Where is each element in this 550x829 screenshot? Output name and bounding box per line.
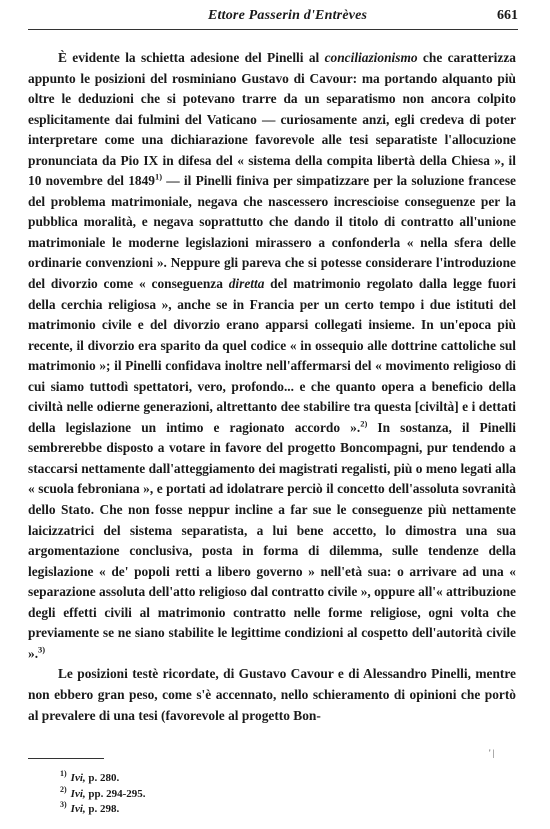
footnotes bbox=[60, 771, 146, 818]
footnote-reference: 1) bbox=[154, 171, 163, 182]
text-run: Le posizioni testè ricordate, di Gustavo Cavour e di Alessandro Pinelli, mentre non ebbero gran peso, come s'è accennato, nello schieramento di opinioni che portò al prevalere di una tesi (favorevole al progetto Bon- bbox=[28, 666, 516, 723]
footnote-reference: 3) bbox=[38, 644, 46, 655]
footnote bbox=[60, 802, 146, 818]
paragraph bbox=[28, 48, 516, 664]
italic-text: diretta bbox=[228, 276, 265, 292]
page-number: 661 bbox=[497, 8, 518, 23]
footnote bbox=[60, 771, 146, 787]
footnote-number: 3) bbox=[60, 800, 67, 810]
text-run: del matrimonio regolato dalla legge fuori della cerchia religiosa », anche se in Francia per un certo tempo i due istituti del matrimonio civile e del divorzio erano apparsi collegati insieme. In un'epoca più recente, il divorzio era sparito da quel codice « in ossequio alle dottrine cattoliche sul matrimonio »; il Pinelli confidava inoltre nell'affermarsi del « movimento religioso di cui siamo tuttodì spettatori, vero, profondo... e che quanto opera a beneficio della civiltà nelle odierne generazioni, altrettanto dee stabilire tra questa [civiltà] e i dettati della legislazione un intimo e ragionato accordo ». bbox=[28, 276, 516, 435]
footnote-pages: p. 280. bbox=[85, 772, 120, 784]
footnote-number: 1) bbox=[60, 769, 67, 779]
page-header bbox=[28, 4, 518, 28]
text-run: In sostanza, il Pinelli sembrerebbe disposto a votare in favore del progetto Boncompagni, pur tendendo a staccarsi nettamente dall'atteggiamento dei magistrati regalisti, più o meno legati alla « scuola febroniana », e portati ad idolatrare perciò il concetto dell'assoluta sovranità dello Stato. Che non fosse neppur incline a far sue le conseguenze più nettamente laicizzatrici del sistema separatista, a lui bene accetto, lo dimostra una sua argomentazione conclusiva, posta in forma di dilemma, sulle tendenze della legislazione « de' popoli retti a libero governo » nell'età sua: o arrivare ad una « separazione assoluta dell'atto religioso dal contratto civile », oppure all'« attribuzione degli effetti civili al matrimonio contratto nelle forme religiose, ogni volta che previamente se ne siano stabilite le legittime condizioni al cospetto dell'autorità civile ». bbox=[28, 419, 516, 661]
footnote-source: Ivi, bbox=[70, 787, 86, 800]
paragraph bbox=[28, 664, 516, 726]
footnote-source: Ivi, bbox=[70, 772, 86, 784]
text-run: È evidente la schietta adesione del Pinelli al bbox=[58, 50, 325, 65]
footnote-pages: pp. 294-295. bbox=[85, 787, 146, 800]
stray-mark: ' | bbox=[489, 748, 495, 758]
text-run: — il Pinelli finiva per simpatizzare per la soluzione francese del problema matrimoniale, negava che nascessero increscioise conseguenze per la pubblica moralità, e negava soprattutto che dando il titolo di contratto all'unione matrimoniale le moderne legislazioni mirassero a confonderla « nella sfera delle ordinarie convenzioni ». Neppure gli pareva che si potesse considerare l'introduzione del divorzio come « conseguenza bbox=[28, 173, 516, 292]
footnote-number: 2) bbox=[60, 784, 67, 794]
header-rule bbox=[28, 29, 518, 30]
footnote-source: Ivi, bbox=[70, 803, 86, 815]
body-text bbox=[28, 48, 516, 726]
text-run: che caratterizza appunto le posizioni del rosminiano Gustavo di Cavour: ma portando alquanto più oltre le deduzioni che si potevano trarre da un separatismo non ancora colpito esplicitamente dai fulmini del Vaticano — curiosamente anzi, egli credeva di poter interpretare come una dichiarazione favorevole alle tesi separatiste l'allocuzione pronunciata da Pio IX in difesa del « sistema della compita libertà della Chiesa », il 10 novembre del 1849 bbox=[28, 50, 516, 189]
footnote-reference: 2) bbox=[360, 418, 368, 429]
footnote-rule bbox=[28, 758, 104, 759]
footnote-pages: p. 298. bbox=[85, 803, 120, 815]
running-head: Ettore Passerin d'Entrèves bbox=[208, 8, 368, 23]
italic-text: conciliazionismo bbox=[324, 50, 418, 65]
footnote bbox=[60, 784, 146, 803]
